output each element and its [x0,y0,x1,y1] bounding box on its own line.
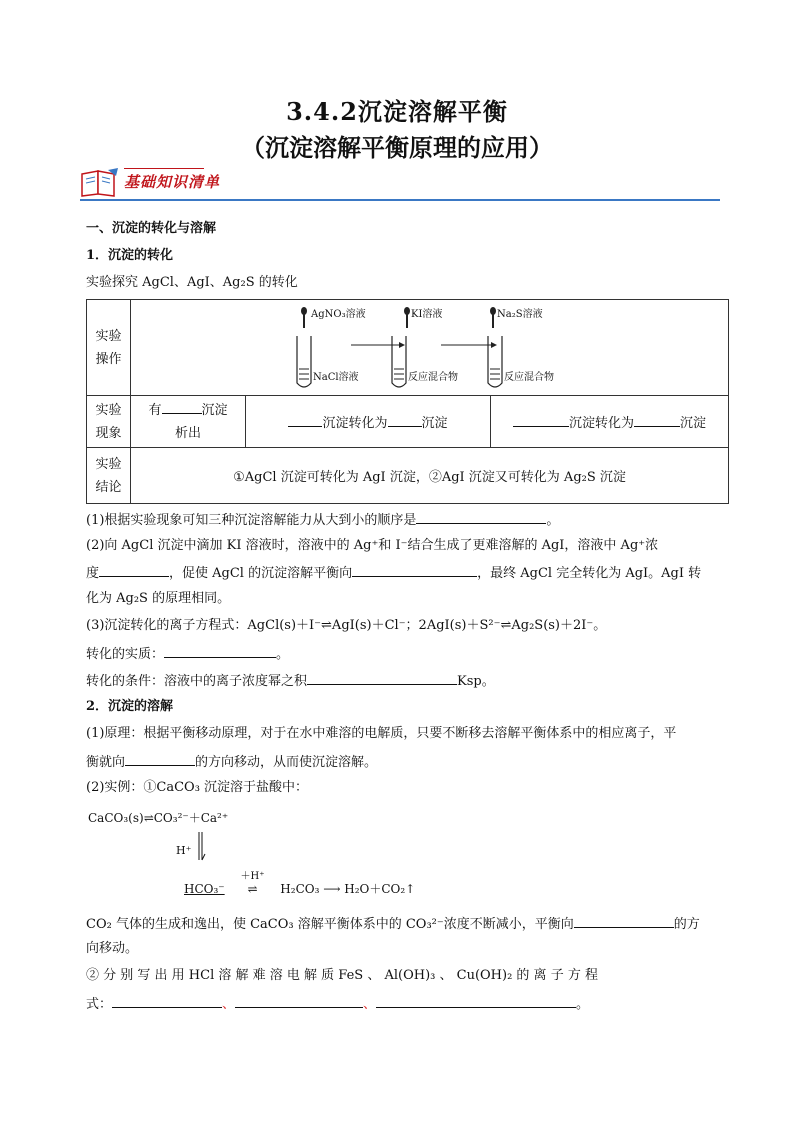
co2-explanation-line1: CO₂ 气体的生成和逸出，使 CaCO₃ 溶解平衡体系中的 CO₃²⁻浓度不断减小，平衡向 的方 [86,914,700,934]
section-heading-1: 一、沉淀的转化与溶解 [86,221,217,236]
equation-line-1: CaCO₃(s)⇌CO₃²⁻＋Ca²⁺ [88,811,229,825]
row-header-observation: 实验 现象 [87,396,131,448]
answer-blank[interactable] [235,994,363,1008]
blank[interactable] [162,400,202,414]
observation-cell-2: 沉淀转化为 沉淀 [246,396,491,448]
tube1-reagent-label: AgNO₃溶液 [311,309,366,320]
row-header-conclusion: 实验 结论 [87,448,131,504]
example-intro: (2)实例：①CaCO₃ 沉淀溶于盐酸中： [86,780,309,795]
answer-blank[interactable] [376,994,576,1008]
question-4-line1: ② 分 别 写 出 用 HCl 溶 解 难 溶 电 解 质 FeS 、 Al(OH)₃ 、 Cu(OH)₂ 的 离 子 方 程 [86,968,598,983]
question-2-line2: 度 ，促使 AgCl 的沉淀溶解平衡向 ，最终 AgCl 完全转化为 AgI。AgI 转 [86,563,701,583]
answer-blank[interactable] [352,563,477,577]
blank[interactable] [288,413,322,427]
answer-blank[interactable] [574,914,674,928]
tube1-solution-label: NaCl溶液 [313,372,359,383]
dropper-icon [490,307,496,328]
question-3: (3)沉淀转化的离子方程式：AgCl(s)＋I⁻⇌AgI(s)＋Cl⁻；2AgI(s)＋S²⁻⇌Ag₂S(s)＋2I⁻。 [86,618,607,633]
banner-underline [124,168,204,169]
answer-blank[interactable] [99,563,169,577]
dropper-icon [404,307,410,328]
equilibrium-arrow-vertical [196,830,206,864]
question-2-line1: (2)向 AgCl 沉淀中滴加 KI 溶液时，溶液中的 Ag⁺和 I⁻结合生成了更难溶解的 AgI，溶液中 Ag⁺浓 [86,538,659,553]
question-2-line3: 化为 Ag₂S 的原理相同。 [86,591,231,606]
experiment-table [86,299,729,504]
dropper-icon [301,307,307,328]
principle-line1: (1)原理：根据平衡移动原理，对于在水中难溶的电解质，只要不断移去溶解平衡体系中的相应离子，平 [86,726,677,741]
answer-blank[interactable] [125,752,195,766]
question-4-line2: 式： 、 、 。 [86,994,589,1014]
answer-blank[interactable] [112,994,222,1008]
equation-h-label: H⁺ [176,844,192,857]
conversion-condition: 转化的条件：溶液中的离子浓度幂之积 Ksp。 [86,671,495,691]
subheading-2: 2．沉淀的溶解 [86,699,174,714]
conclusion-cell: ①AgCl 沉淀可转化为 AgI 沉淀，②AgI 沉淀又可转化为 Ag₂S 沉淀 [131,448,729,504]
blank[interactable] [634,413,680,427]
intro-text: 实验探究 AgCl、AgI、Ag₂S 的转化 [86,275,298,290]
conversion-essence: 转化的实质： 。 [86,644,289,664]
co2-explanation-line2: 向移动。 [86,941,139,956]
operation-diagram-cell [131,300,729,396]
observation-cell-1: 有 沉淀 析出 [131,396,246,448]
principle-line2: 衡就向 的方向移动，从而使沉淀溶解。 [86,752,377,772]
tube3-reagent-label: Na₂S溶液 [497,309,543,320]
section-banner-label: 基础知识清单 [124,173,221,191]
banner-rule [80,199,720,201]
book-icon [78,168,122,198]
row-header-operation: 实验 操作 [87,300,131,396]
question-1: (1)根据实验现象可知三种沉淀溶解能力从大到小的顺序是 。 [86,510,559,530]
blank[interactable] [388,413,422,427]
answer-blank[interactable] [416,510,546,524]
blank[interactable] [513,413,569,427]
tube2-reagent-label: KI溶液 [411,309,443,320]
page-title: 3.4.2沉淀溶解平衡 [286,97,508,126]
tube2-solution-label: 反应混合物 [408,372,458,383]
answer-blank[interactable] [307,671,457,685]
equation-line-3: HCO₃⁻ ＋H⁺ ⇌ H₂CO₃ ⟶ H₂O＋CO₂↑ [184,871,416,896]
tube3-solution-label: 反应混合物 [504,372,554,383]
observation-cell-3: 沉淀转化为 沉淀 [491,396,729,448]
page-subtitle: （沉淀溶解平衡原理的应用） [241,133,553,162]
subheading-1: 1．沉淀的转化 [86,248,174,263]
answer-blank[interactable] [164,644,276,658]
